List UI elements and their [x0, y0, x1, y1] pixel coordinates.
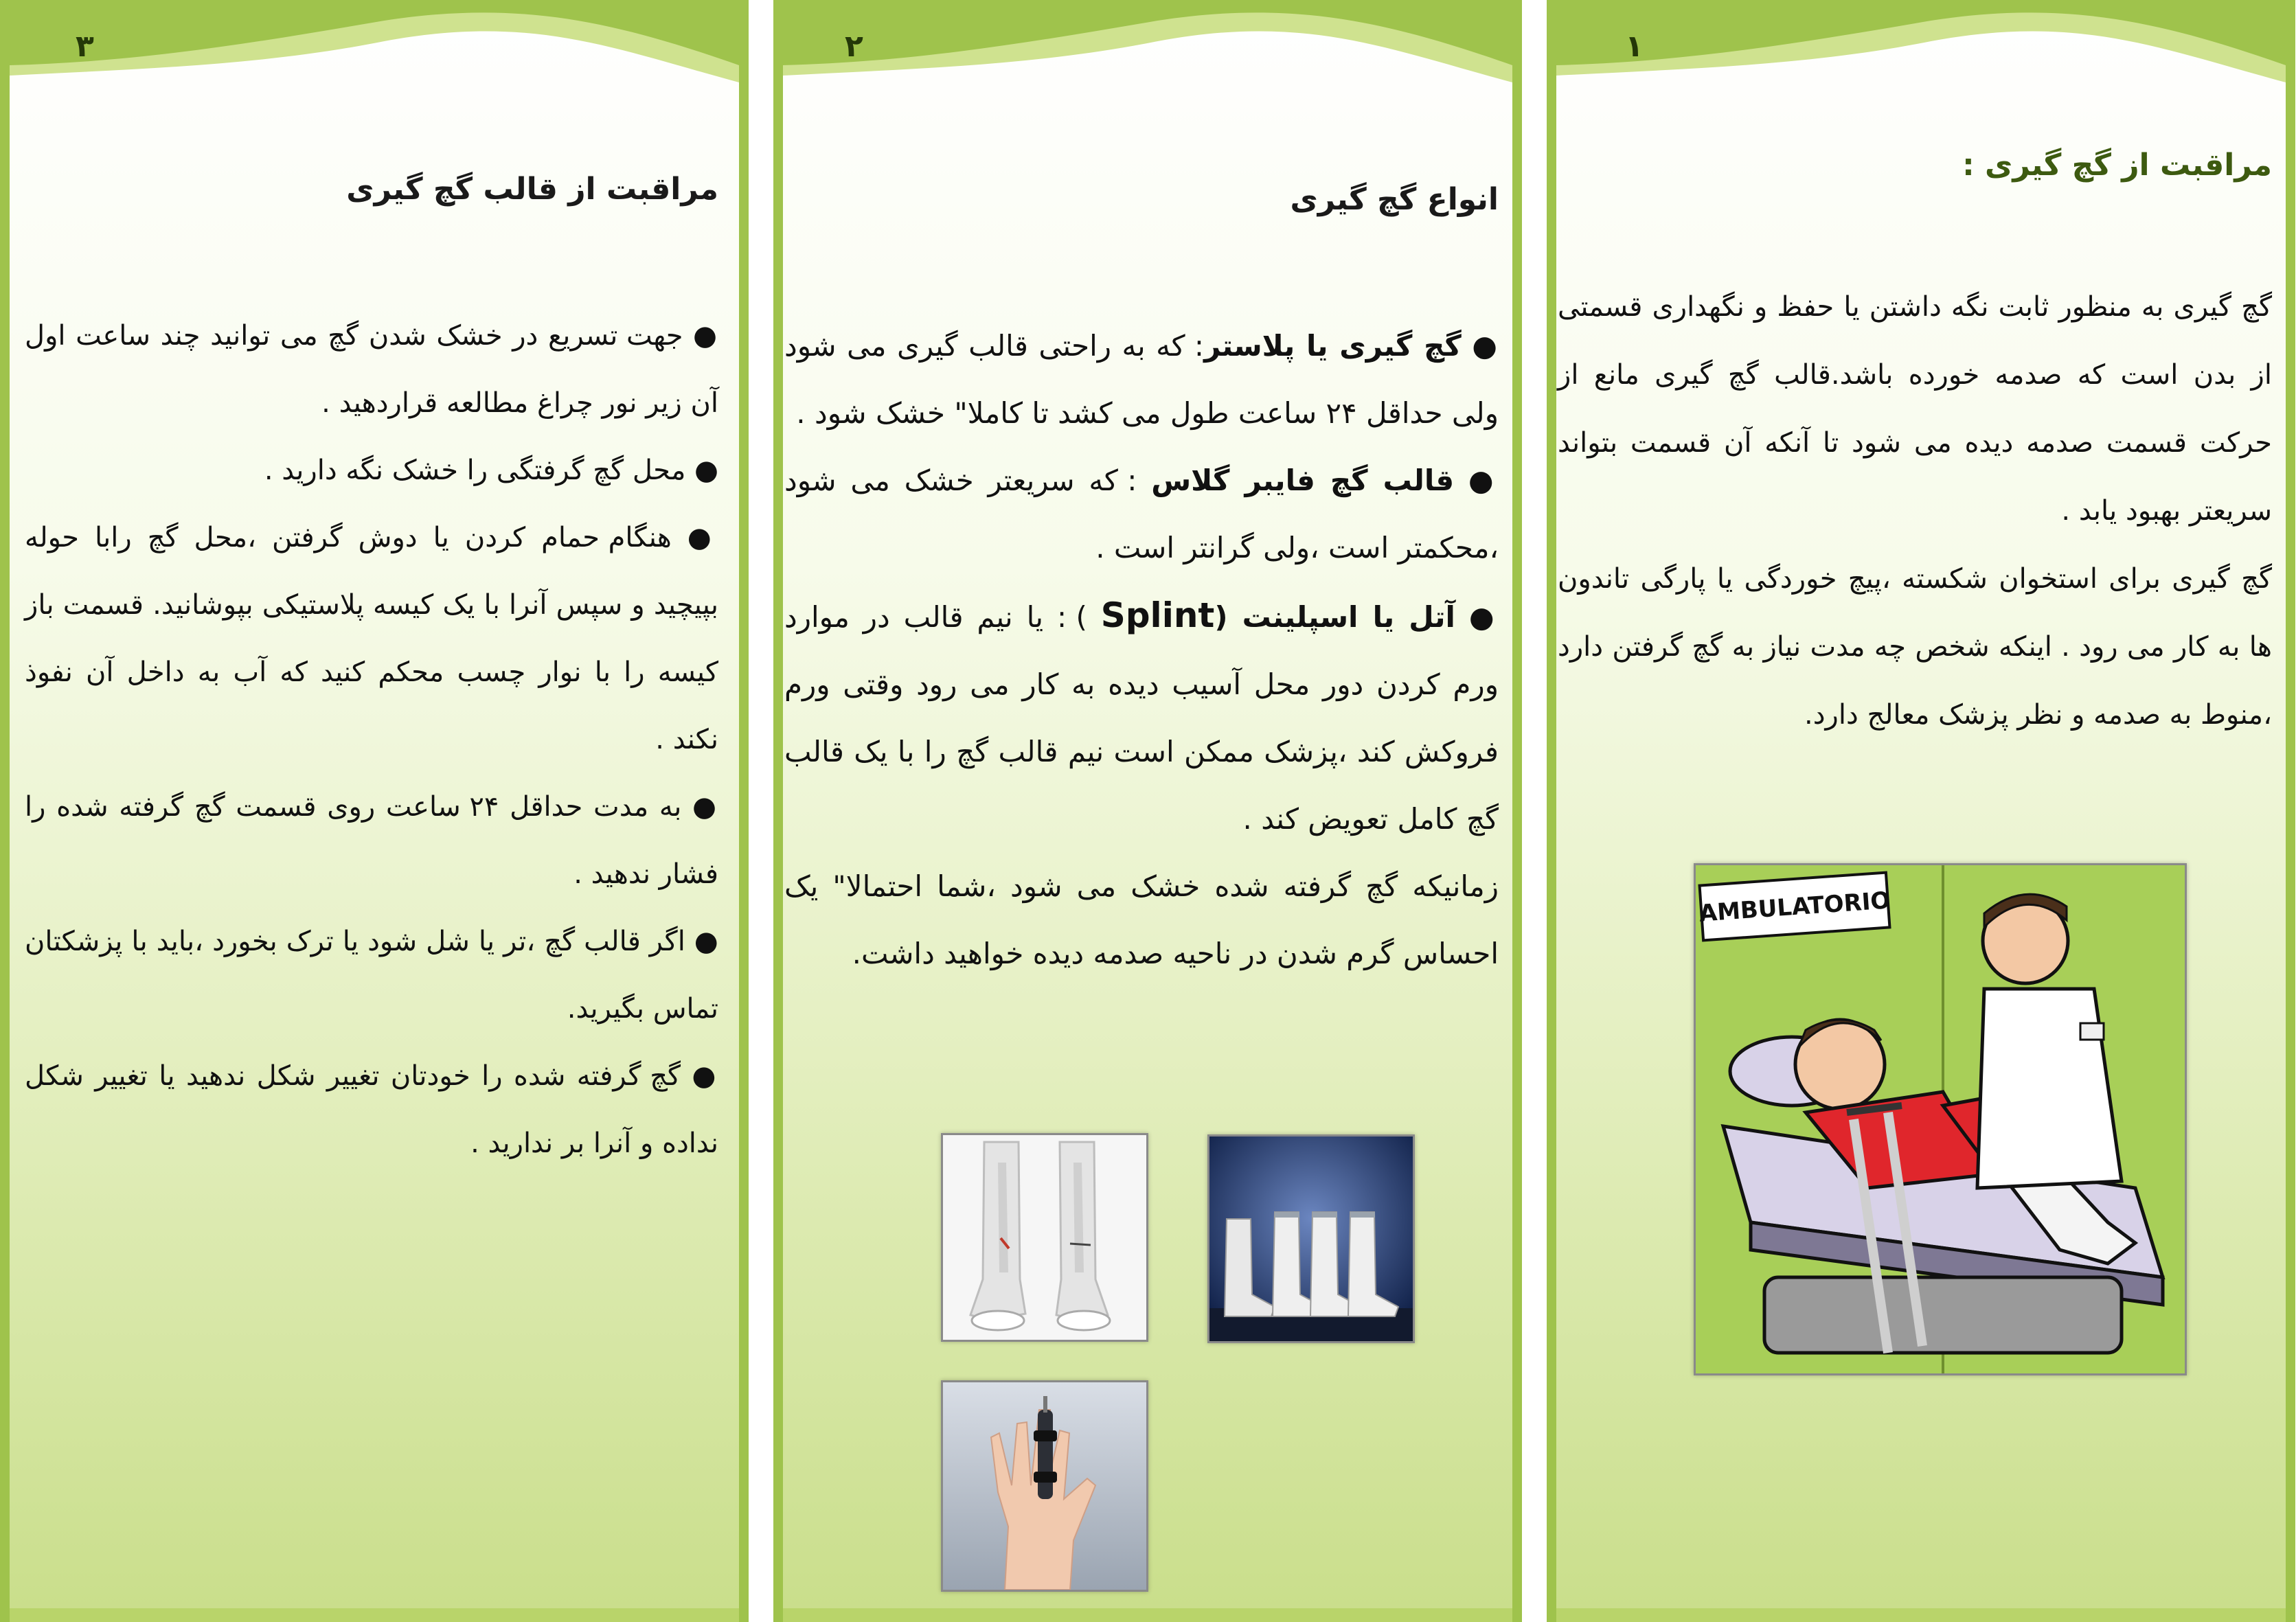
section-title: مراقبت از قالب گچ گیری [346, 172, 718, 207]
bullet-item: ● هنگام حمام کردن یا دوش گرفتن ،محل گچ رابا حوله بپیچید و سپس آنرا با یک کیسه پلاستیکی بپوشانید. قسمت باز کیسه را با نوار چسب محکم کنید که آب به داخل آن نفوذ نکند . [25, 522, 718, 755]
finger-splint-photo [941, 1380, 1148, 1592]
bullet-item: ● به مدت حداقل ۲۴ ساعت روی قسمت گچ گرفته شده را فشار ندهید . [25, 791, 718, 890]
cast-type-splint: ● آتل یا اسپلینت (Splint ) : یا نیم قالب در موارد ورم کردن دور محل آسیب دیده به کار می رود وقتی ورم فروکش کند ،پزشک ممکن است نیم قالب گچ را با یک قالب گچ کامل تعویض کند . [784, 595, 1499, 836]
intro-paragraph: گچ گیری به منظور ثابت نگه داشتن یا حفظ و نگهداری قسمتی از بدن است که صدمه خورده باشد.قالب گچ گیری مانع از حرکت قسمت صدمه دیده می شود تا آنکه آن قسمت بتواند سریعتر بهبود یابد . [1558, 291, 2272, 527]
top-wave-decoration [1556, 0, 2286, 96]
leg-cast-photo [941, 1133, 1148, 1342]
panel-page-1 [1547, 0, 2295, 1622]
top-wave-decoration [10, 0, 739, 96]
cast-type-fiberglass: ● قالب گچ فایبر گلاس : که سریعتر خشک می شود ،محکمتر است ،ولی گرانتر است . [784, 464, 1499, 564]
care-bullet-list [25, 302, 718, 1177]
bullet-item: ● جهت تسریع در خشک شدن گچ می توانید چند ساعت اول آن زیر نور چراغ مطالعه قراردهید . [25, 320, 719, 419]
cast-types-text [784, 312, 1499, 987]
page-number: ۲ [845, 29, 863, 64]
panel-bottom-band [783, 1608, 1512, 1622]
panel-page-3 [0, 0, 749, 1622]
cast-type-plaster-name: گچ گیری یا پلاستر [1204, 329, 1462, 363]
bullet-item: ● محل گچ گرفتگی را خشک نگه دارید . [264, 455, 718, 486]
panel-bottom-band [1556, 1608, 2286, 1622]
intro-paragraph: گچ گیری برای استخوان شکسته ،پیچ خوردگی یا پارگی تاندون ها به کار می رود . اینکه شخص چه مدت نیاز به گچ گرفتن دارد ،منوط به صدمه و نظر پزشک معالج دارد. [1558, 563, 2272, 731]
bullet-item: ● گچ گرفته شده را خودتان تغییر شکل ندهید یا تغییر شکل نداده و آنرا بر ندارید . [25, 1060, 718, 1159]
cast-cartoon-illustration [1694, 863, 2187, 1375]
closing-paragraph: زمانیکه گچ گرفته شده خشک می شود ،شما احتمالا" یک احساس گرم شدن در ناحیه صدمه دیده خواهید داشت. [784, 869, 1499, 970]
cast-type-fiberglass-name: قالب گچ فایبر گلاس [1151, 464, 1455, 497]
top-wave-decoration [783, 0, 1512, 96]
intro-text [1558, 273, 2272, 749]
walking-boots-photo [1207, 1134, 1415, 1343]
section-title: انواع گچ گیری [1290, 182, 1499, 217]
cast-type-plaster: ● گچ گیری یا پلاستر: که به راحتی قالب گیری می شود ولی حداقل ۲۴ ساعت طول می کشد تا کاملا" خشک شود . [784, 329, 1499, 430]
page-number: ۳ [76, 29, 94, 64]
page-number: ۱ [1625, 29, 1644, 64]
ambulatorio-sign-text: AMBULATORIO [1698, 887, 1891, 928]
bullet-item: ● اگر قالب گچ ،تر یا شل شود یا ترک بخورد ،باید با پزشکتان تماس بگیرید. [25, 926, 718, 1025]
splint-latin-term: Splint [1100, 595, 1215, 635]
section-title: مراقبت از گچ گیری : [1962, 148, 2272, 183]
panel-page-2 [773, 0, 1522, 1622]
panel-bottom-band [10, 1608, 739, 1622]
cast-type-splint-name: آتل یا اسپلینت ( [1214, 600, 1455, 634]
